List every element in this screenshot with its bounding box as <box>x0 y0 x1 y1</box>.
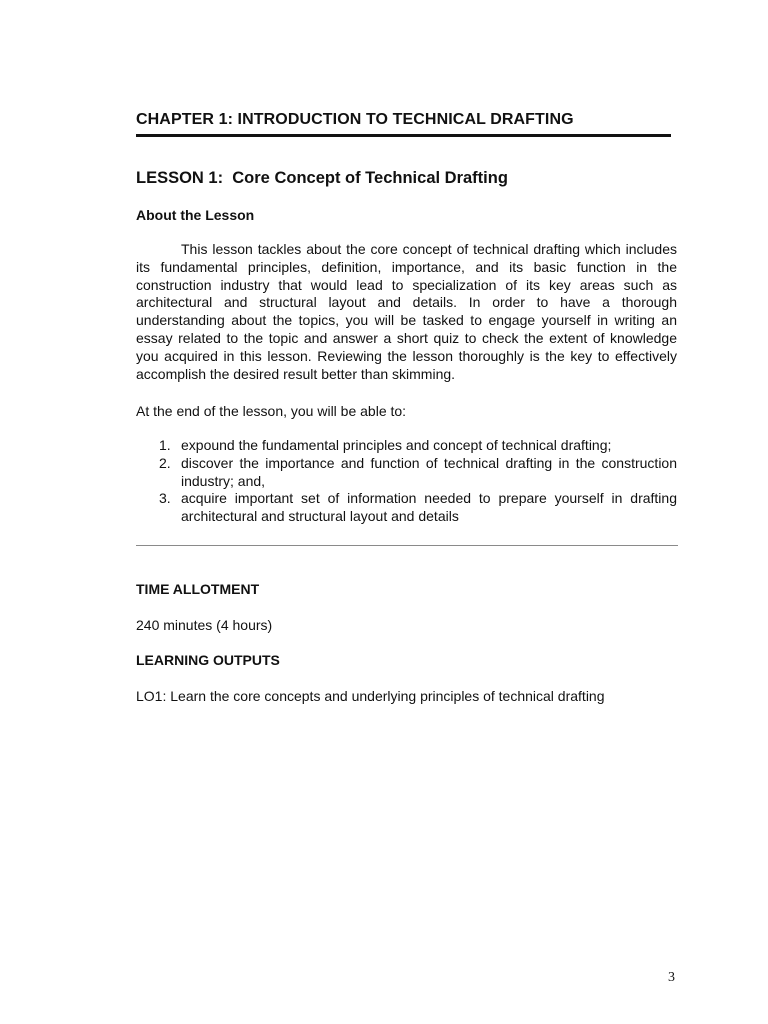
chapter-title: CHAPTER 1: INTRODUCTION TO TECHNICAL DRAFTING <box>136 111 574 128</box>
objective-number: 3. <box>159 490 171 507</box>
time-allotment-value: 240 minutes (4 hours) <box>136 617 273 633</box>
objective-number: 2. <box>159 454 171 471</box>
objectives-lead-text: At the end of the lesson, you will be able to: <box>136 403 407 419</box>
objective-item <box>136 455 677 491</box>
time-allotment-heading: TIME ALLOTMENT <box>136 581 260 597</box>
objective-item <box>136 437 677 455</box>
objectives-list <box>136 437 677 526</box>
objective-text: discover the importance and function of technical drafting in the construction industry; and, <box>181 454 677 489</box>
section-divider <box>136 545 678 546</box>
about-lesson-heading: About the Lesson <box>136 207 255 223</box>
objective-number: 1. <box>159 437 171 453</box>
lesson-title: LESSON 1: Core Concept of Technical Drafting <box>136 169 508 187</box>
learning-outputs-heading: LEARNING OUTPUTS <box>136 652 280 668</box>
objective-text: acquire important set of information needed to prepare yourself in drafting architectural and structural layout and details <box>181 490 677 525</box>
objective-text: expound the fundamental principles and concept of technical drafting; <box>181 437 612 453</box>
about-lesson-paragraph: This lesson tackles about the core concept of technical drafting which includes its fundamental principles, definition, importance, and its basic function in the construction industry that would lead to specialization of its key areas such as architectural and structural layout and details. In order to have a thorough understanding about the topics, you will be tasked to engage yourself in writing an essay related to the topic and answer a short quiz to check the extent of knowledge you acquired in this lesson. Reviewing the lesson thoroughly is the key to effectively accomplish the desired result better than skimming. <box>136 241 677 382</box>
chapter-underline <box>136 134 671 137</box>
learning-output-item: LO1: Learn the core concepts and underlying principles of technical drafting <box>136 688 605 704</box>
page-number: 3 <box>668 970 675 985</box>
objective-item <box>136 490 677 526</box>
